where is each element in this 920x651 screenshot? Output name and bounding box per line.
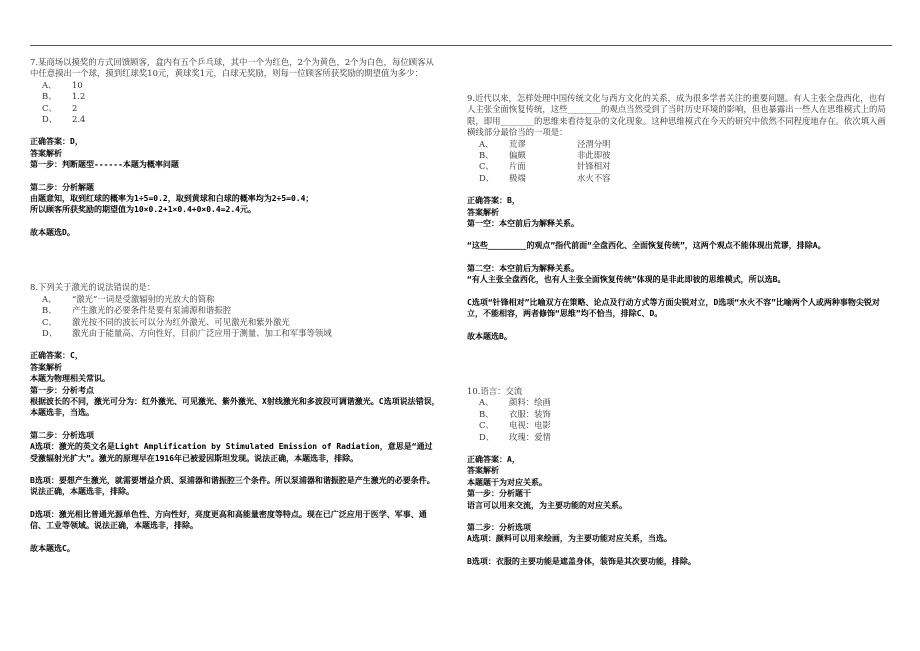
option-text: 2 (72, 102, 78, 113)
question-9-step1: 第一空：本空前后为解释关系。 (467, 219, 579, 229)
option-text: 激光按不同的波长可以分为红外激光、可见激光和紫外激光 (72, 316, 290, 327)
question-8 (30, 282, 440, 554)
question-8-step1-text: 根据波长的不同，激光可分为：红外激光、可见激光、紫外激光、X射线激光和多波段可调谐激光。C选项说法错误，本题选非，当选。 (30, 396, 440, 418)
option-text-2: 水火不容 (577, 172, 611, 183)
option-letter: D、 (479, 431, 495, 442)
header-rule (30, 45, 892, 46)
option-text: 衣服：装饰 (509, 408, 551, 419)
question-10-step2: 第二步：分析选项 (467, 522, 531, 532)
question-9-option-a (467, 139, 892, 150)
question-9-step2: 第二空：本空前后为解释关系。 (467, 263, 579, 273)
option-text-2: 泾渭分明 (577, 138, 611, 149)
question-7-answer: 正确答案：D， (30, 137, 83, 147)
question-9-option-c (467, 161, 892, 172)
question-9-cd-analysis: C选项“针锋相对”比喻双方在策略、论点及行动方式等方面尖锐对立，D选项“水火不容”比喻两个人或两种事物尖锐对立，不能相容，两者修饰“思维”均不恰当，排除C、D。 (467, 297, 880, 319)
question-10-option-b-analysis: B选项：衣服的主要功能是遮盖身体，装饰是其次要功能，排除。 (467, 556, 696, 566)
question-8-analysis-title: 答案解析 (30, 362, 62, 372)
option-text: “激光”一词是受激辐射的光放大的简称 (72, 293, 215, 304)
option-letter: A、 (42, 79, 57, 90)
option-text: 产生激光的必要条件是要有泵浦源和谐振腔 (72, 305, 232, 316)
question-9-option-d (467, 173, 892, 184)
option-text: 电视：电影 (509, 420, 551, 431)
question-9-option-b (467, 150, 892, 161)
question-7-stem: 7.某商场以摸奖的方式回馈顾客，盒内有五个乒乓球，其中一个为红色，2个为黄色，2个为白色，每位顾客从中任意摸出一个球，摸到红球奖10元，黄球奖1元，白球无奖励，则每一位顾客所获奖励的期望值为多少： (30, 57, 434, 79)
question-8-step2: 第二步：分析选项 (30, 430, 94, 440)
question-8-option-d (30, 328, 440, 339)
question-7-step1: 第一步：判断题型------本题为概率问题 (30, 160, 179, 170)
question-10-step1: 第一步：分析题干 (467, 489, 531, 499)
question-10-option-a (467, 397, 892, 408)
option-text: 1.2 (72, 91, 86, 102)
question-9-stem: 9.近代以来，怎样处理中国传统文化与西方文化的关系，成为很多学者关注的重要问题。有人主张全盘西化，也有人主张全面恢复传统，这些________的观点当然受到了当时历史环境的影响，但也暴露出一些人在思维模式上的局限，即用________的思维来看待复杂的文化现象。这种思维模式在今天的研究中依然不同程度地存在。依次填入画横线部分最恰当的一项是： (467, 93, 886, 138)
question-10 (467, 386, 892, 567)
option-text-2: 非此即彼 (577, 150, 611, 161)
option-letter: D、 (42, 327, 58, 338)
left-column (30, 57, 440, 554)
question-9-analysis-title: 答案解析 (467, 207, 499, 217)
question-8-conclusion: 故本题选C。 (30, 543, 75, 553)
question-10-step1-text: 语言可以用来交流，为主要功能的对应关系。 (467, 500, 627, 510)
question-8-step1: 第一步：分析考点 (30, 385, 94, 395)
option-text: 激光由于能量高、方向性好，目前广泛应用于测量、加工和军事等领域 (72, 327, 332, 338)
question-10-option-d (467, 432, 892, 443)
option-text: 2.4 (72, 114, 86, 125)
question-7-option-b (30, 91, 440, 102)
option-text: 偏颇 (509, 150, 526, 161)
question-7-conclusion: 故本题选D。 (30, 227, 75, 237)
question-8-stem: 8.下列关于激光的说法错误的是： (30, 282, 156, 293)
question-8-option-a (30, 294, 440, 305)
option-letter: B、 (479, 150, 494, 161)
question-10-analysis-title: 答案解析 (467, 466, 499, 476)
option-letter: A、 (479, 397, 494, 408)
question-10-option-c (467, 420, 892, 431)
question-8-option-d-analysis: D选项：激光相比普通光源单色性、方向性好，亮度更高和高能量密度等特点。现在已广泛应用于医学、军事、通信、工业等领域。说法正确，本题选非，排除。 (30, 509, 427, 531)
option-letter: D、 (42, 114, 58, 125)
question-7 (30, 57, 440, 238)
question-10-answer: 正确答案：A， (467, 454, 520, 464)
option-letter: B、 (42, 305, 57, 316)
question-8-option-a-analysis: A选项：激光的英文名是Light Amplification by Stimulated Emission of Radiation，意思是“通过受激辐射光扩大”。激光的原理早在1916年已被爱因斯坦发现。说法正确，本题选非，排除。 (30, 442, 433, 463)
option-letter: D、 (479, 172, 495, 183)
question-10-stem: 10.语言：交流 (467, 385, 523, 396)
option-letter: C、 (42, 102, 57, 113)
question-8-option-b-analysis: B选项：要想产生激光，就需要增益介质、泵浦器和谐振腔三个条件。所以泵浦器和谐振腔是产生激光的必要条件。说法正确，本题选非，排除。 (30, 475, 435, 497)
question-7-analysis-title: 答案解析 (30, 148, 62, 158)
question-8-answer: 正确答案：C， (30, 351, 83, 361)
question-10-option-b (467, 409, 892, 420)
question-10-option-a-analysis: A选项：颜料可以用来绘画，为主要功能对应关系，当选。 (467, 534, 672, 544)
question-10-intro: 本题题干为对应关系。 (467, 477, 547, 487)
question-9 (467, 93, 892, 342)
question-7-step2: 第二步：分析解题 (30, 182, 94, 192)
question-8-intro: 本题为物理相关常识。 (30, 374, 110, 384)
option-letter: C、 (42, 316, 57, 327)
option-text: 10 (72, 79, 83, 90)
option-text: 极端 (509, 172, 526, 183)
question-7-step2-text2: 所以顾客所获奖励的期望值为10×0.2+1×0.4+0×0.4=2.4元。 (30, 205, 256, 215)
question-9-step2-text: “有人主张全盘西化，也有人主张全面恢复传统”体现的是非此即彼的思维模式，所以选B。 (467, 275, 786, 285)
option-text: 片面 (509, 161, 526, 172)
question-9-answer: 正确答案：B， (467, 196, 520, 206)
question-9-conclusion: 故本题选B。 (467, 331, 512, 341)
option-letter: B、 (479, 408, 494, 419)
option-letter: C、 (479, 161, 494, 172)
option-letter: B、 (42, 91, 57, 102)
question-7-option-a (30, 80, 440, 91)
question-7-option-d (30, 114, 440, 125)
option-letter: A、 (42, 293, 57, 304)
option-text-2: 针锋相对 (577, 161, 611, 172)
question-7-option-c (30, 103, 440, 114)
option-text: 玫瑰：爱情 (509, 431, 551, 442)
option-letter: A、 (479, 138, 494, 149)
option-text: 荒谬 (509, 138, 526, 149)
question-9-step1-text: “这些________的观点”指代前面“全盘西化、全面恢复传统”，这两个观点不能体现出荒谬，排除A。 (467, 241, 826, 251)
option-text: 颜料：绘画 (509, 397, 551, 408)
right-column (467, 93, 892, 567)
option-letter: C、 (479, 420, 494, 431)
question-7-step2-text1: 由题意知，取到红球的概率为1÷5=0.2，取到黄球和白球的概率均为2÷5=0.4； (30, 194, 314, 204)
question-8-option-c (30, 317, 440, 328)
question-8-option-b (30, 305, 440, 316)
